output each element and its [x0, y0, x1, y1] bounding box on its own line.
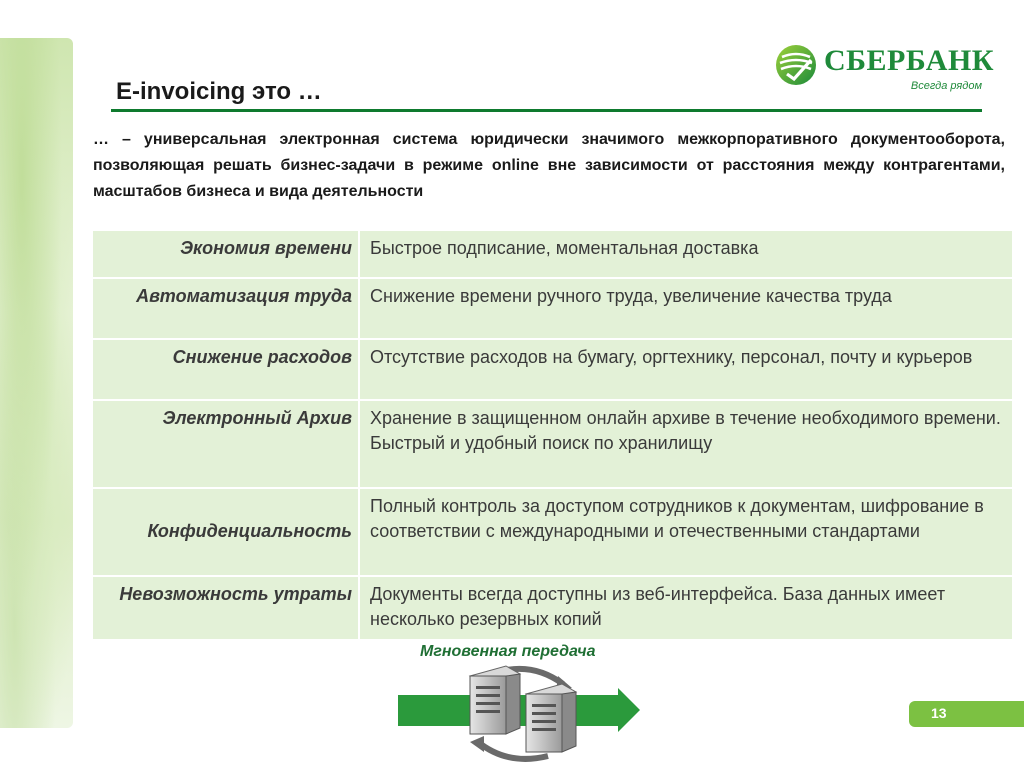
feature-description: Быстрое подписание, моментальная доставка — [359, 231, 1012, 278]
feature-name: Автоматизация труда — [93, 278, 359, 339]
sberbank-logo-icon — [774, 43, 818, 87]
table-row — [93, 278, 1012, 339]
brand-slogan: Всегда рядом — [910, 80, 982, 92]
brand-name: СБЕРБАНК — [824, 44, 995, 77]
feature-name: Экономия времени — [93, 231, 359, 278]
feature-description: Хранение в защищенном онлайн архиве в течение необходимого времени. Быстрый и удобный поиск по хранилищу — [359, 400, 1012, 488]
page-number: 13 — [931, 705, 947, 721]
table-row — [93, 576, 1012, 640]
page-number-badge — [909, 701, 1024, 727]
transfer-diagram — [398, 664, 642, 764]
server-icon — [526, 684, 576, 752]
features-table — [93, 231, 1012, 641]
feature-name: Электронный Архив — [93, 400, 359, 488]
page-title: E-invoicing это … — [116, 78, 322, 105]
table-row — [93, 488, 1012, 576]
feature-description: Документы всегда доступны из веб-интерфейса. База данных имеет несколько резервных копий — [359, 576, 1012, 640]
table-row — [93, 400, 1012, 488]
feature-name: Снижение расходов — [93, 339, 359, 400]
intro-paragraph: … – универсальная электронная система юридически значимого межкорпоративного документооборота, позволяющая решать бизнес-задачи в режиме online вне зависимости от расстояния между контрагентами, масштабов бизнеса и вида деятельности — [93, 131, 1005, 200]
title-divider — [111, 109, 982, 112]
table-row — [93, 339, 1012, 400]
decorative-side-panel — [0, 38, 73, 728]
server-icon — [470, 666, 520, 734]
feature-name: Конфиденциальность — [93, 488, 359, 576]
sberbank-logo — [774, 40, 995, 98]
table-row — [93, 231, 1012, 278]
feature-description: Отсутствие расходов на бумагу, оргтехнику, персонал, почту и курьеров — [359, 339, 1012, 400]
feature-description: Полный контроль за доступом сотрудников к документам, шифрование в соответствии с международными и отечественными стандартами — [359, 488, 1012, 576]
diagram-label: Мгновенная передача — [420, 643, 596, 660]
feature-description: Снижение времени ручного труда, увеличение качества труда — [359, 278, 1012, 339]
feature-name: Невозможность утраты — [93, 576, 359, 640]
